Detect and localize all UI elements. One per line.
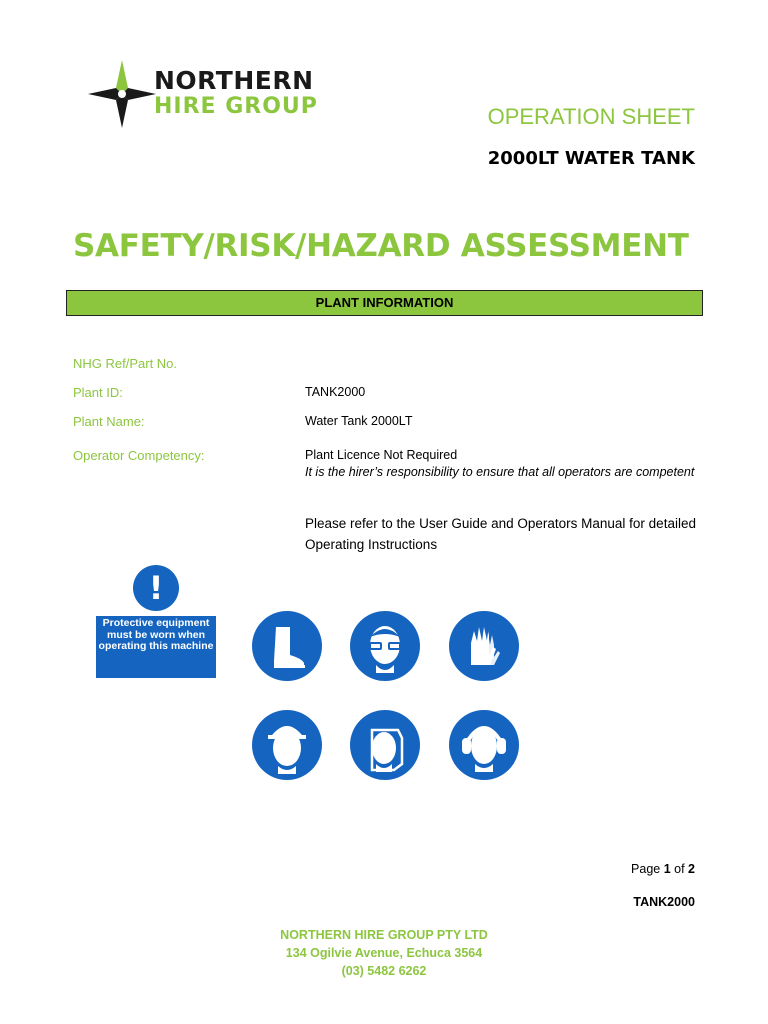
company-logo	[88, 58, 348, 130]
safety-boots-icon	[248, 607, 326, 685]
footer-phone: (03) 5482 6262	[341, 964, 427, 978]
page-title: SAFETY/RISK/HAZARD ASSESSMENT	[73, 228, 689, 264]
logo-line-1: NORTHERN	[154, 66, 314, 95]
logo-line-2: HIRE GROUP	[154, 94, 318, 119]
instructions-note: Please refer to the User Guide and Operators Manual for detailed Operating Instructions	[305, 516, 696, 552]
ref-label: NHG Ref/Part No.	[73, 356, 178, 371]
compass-star-icon	[88, 60, 156, 128]
competency-label: Operator Competency:	[73, 448, 205, 463]
hard-hat-icon	[248, 706, 326, 784]
product-name: 2000LT WATER TANK	[487, 148, 695, 169]
face-shield-icon	[346, 706, 424, 784]
page-number: Page 1 of 2	[631, 862, 695, 876]
plant-name-value: Water Tank 2000LT	[305, 414, 413, 428]
protective-equipment-sign	[96, 562, 216, 678]
sign-text: Protective equipment must be worn when operating this machine	[96, 616, 216, 678]
page-code: TANK2000	[633, 895, 695, 909]
plant-information-bar: PLANT INFORMATION	[66, 290, 703, 316]
footer-company: NORTHERN HIRE GROUP PTY LTD	[280, 928, 488, 942]
gloves-icon	[445, 607, 523, 685]
plant-id-value: TANK2000	[305, 385, 366, 399]
operation-sheet-title: OPERATION SHEET	[487, 104, 695, 129]
competency-value: Plant Licence Not Required	[305, 448, 458, 462]
plant-id-label: Plant ID:	[73, 385, 123, 400]
competency-note: It is the hirer’s responsibility to ensure that all operators are competent	[305, 465, 695, 479]
plant-name-label: Plant Name:	[73, 414, 145, 429]
eye-protection-icon	[346, 607, 424, 685]
ear-protection-icon	[445, 706, 523, 784]
exclamation-icon: !	[133, 565, 179, 611]
footer-address: 134 Ogilvie Avenue, Echuca 3564	[285, 946, 483, 960]
